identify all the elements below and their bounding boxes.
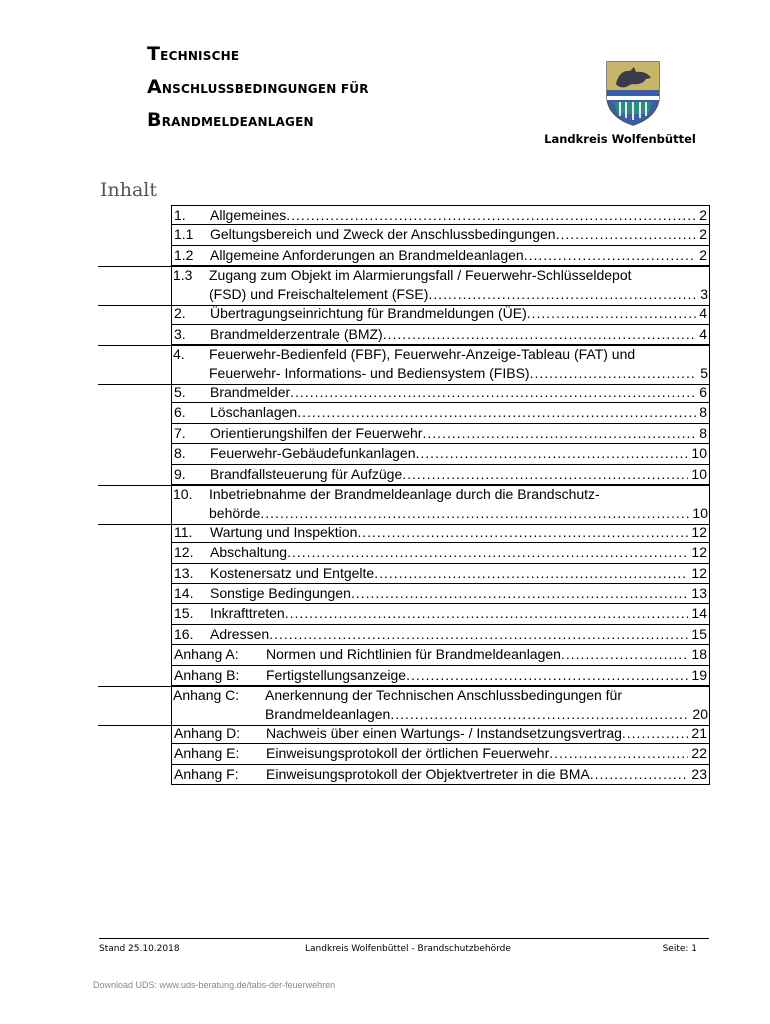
title-line-1: TECHNISCHE [147,43,240,65]
toc-entry-number: 4. [173,345,185,362]
toc-entry-title: Adressen [210,625,270,642]
toc-leader-dots [269,625,688,644]
toc-entry-title: behörde [209,504,261,521]
toc-leader-dots [415,444,688,463]
toc-leader-dots [357,523,688,542]
toc-entry[interactable] [171,543,710,563]
toc-entry-page: 15 [691,625,707,642]
toc-entry-title: Sonstige Bedingungen [210,585,351,602]
toc-entry[interactable] [171,666,710,686]
toc-entry-title: Orientierungshilfen der Feuerwehr [210,424,423,441]
toc-entry-number: 1. [174,207,186,223]
toc-entry-page: 4 [699,305,707,322]
toc-entry-number: Anhang B: [174,666,240,683]
toc-entry[interactable] [171,724,710,744]
toc-leader-dots [285,604,689,623]
toc-leader-dots [290,383,696,402]
toc-entry[interactable] [171,523,710,543]
toc-entry-page: 8 [699,404,707,421]
toc-leader-dots [297,403,696,422]
toc-entry-title: Löschanlagen [210,404,298,421]
toc-entry[interactable] [171,246,710,266]
toc-entry-title: Feuerwehr-Bedienfeld (FBF), Feuerwehr-Anzeige-Tableau (FAT) und [209,345,636,362]
toc-entry-number: 9. [174,465,186,482]
toc-entry-page: 12 [691,523,707,540]
toc-entry-title: Inbetriebnahme der Brandmeldeanlage durch die Brandschutz- [209,485,600,502]
toc-entry[interactable] [171,444,710,464]
coat-of-arms-icon [604,60,662,126]
toc-entry-page: 2 [699,207,707,223]
toc-entry[interactable] [171,686,710,724]
toc-leader-dots [428,285,697,304]
toc-entry-page: 2 [699,226,707,243]
toc-entry-page: 4 [699,325,707,342]
toc-entry-page: 13 [691,585,707,602]
toc-leader-dots [402,465,688,484]
toc-entry[interactable] [171,403,710,423]
toc-leader-dots [622,724,689,743]
toc-entry[interactable] [171,744,710,764]
toc-entry[interactable] [171,205,710,225]
toc-entry[interactable] [171,625,710,645]
toc-entry-page: 12 [691,564,707,581]
toc-entry-number: 1.2 [174,246,194,263]
footer-page: Seite: 1 [662,944,697,954]
toc-entry-number: 5. [174,383,186,400]
title-line-2: ANSCHLUSSBEDINGUNGEN FÜR [147,76,369,98]
toc-leader-dots [590,765,689,784]
toc-entry-number: Anhang F: [174,765,239,782]
toc-entry[interactable] [171,765,710,785]
toc-entry-title: Anerkennung der Technischen Anschlussbedingungen für [265,687,622,704]
toc-entry-title: Allgemeines [210,207,287,223]
toc-entry-number: 6. [174,404,186,421]
toc-entry-title: Abschaltung [210,544,288,561]
toc-entry-title: (FSD) und Freischaltelement (FSE) [209,286,429,303]
toc-entry-page: 8 [699,424,707,441]
toc-entry-title: Kostenersatz und Entgelte [210,564,375,581]
toc-entry-title: Brandmelder [210,383,291,400]
page-footer [99,938,709,954]
toc-entry[interactable] [171,225,710,245]
toc-leader-dots [549,744,688,763]
toc-entry[interactable] [171,424,710,444]
table-of-contents [171,205,710,785]
toc-entry-number: 14. [174,585,194,602]
toc-entry-number: 1.3 [173,267,193,284]
toc-entry-title: Geltungsbereich und Zweck der Anschlussbedingungen [210,226,556,243]
toc-leader-dots [561,645,688,664]
toc-entry-page: 10 [691,445,707,462]
toc-leader-dots [527,304,696,323]
toc-entry[interactable] [171,383,710,403]
toc-entry-title: Zugang zum Objekt im Alarmierungsfall / Feuerwehr-Schlüsseldepot [209,267,632,284]
toc-entry[interactable] [171,325,710,345]
toc-entry-title: Einweisungsprotokoll der örtlichen Feuerwehr [266,745,550,762]
toc-entry-title: Feuerwehr-Gebäudefunkanlagen [210,445,416,462]
toc-entry[interactable] [171,266,710,304]
toc-entry-page: 5 [700,364,708,381]
toc-entry-title: Einweisungsprotokoll der Objektvertreter in die BMA [266,765,590,782]
toc-entry-number: 12. [174,544,194,561]
toc-entry-number: Anhang C: [173,687,240,704]
toc-entry-number: 13. [174,564,194,581]
toc-leader-dots [530,364,698,383]
footer-date: Stand 25.10.2018 [99,944,180,954]
toc-entry[interactable] [171,564,710,584]
toc-entry-page: 21 [691,725,707,742]
toc-entry-number: Anhang E: [174,745,240,762]
toc-entry-title: Übertragungseinrichtung für Brandmeldungen (ÜE) [210,305,527,322]
title-line-3: BRANDMELDEANLAGEN [147,109,314,131]
footer-center: Landkreis Wolfenbüttel - Brandschutzbehörde [305,944,511,954]
toc-leader-dots [524,246,697,265]
toc-entry-title: Wartung und Inspektion [210,523,358,540]
toc-entry-title: Feuerwehr- Informations- und Bediensystem (FIBS) [209,364,530,381]
document-title [147,38,369,137]
toc-leader-dots [286,206,696,225]
toc-leader-dots [406,666,688,685]
toc-entry[interactable] [171,645,710,665]
toc-leader-dots [260,504,689,523]
toc-leader-dots [383,325,696,344]
toc-entry-title: Inkrafttreten [210,605,285,622]
toc-entry-page: 10 [691,465,707,482]
toc-leader-dots [351,584,689,603]
toc-entry-page: 12 [691,544,707,561]
toc-leader-dots [556,225,697,244]
toc-entry-title: Nachweis über einen Wartungs- / Instandsetzungsvertrag [266,725,622,742]
toc-entry[interactable] [171,584,710,604]
download-note: Download UDS: www.uds-beratung.de/tabs-der-feuerwehren [93,980,336,990]
toc-entry-number: Anhang D: [174,725,241,742]
toc-entry-number: 8. [174,445,186,462]
toc-entry-page: 19 [691,666,707,683]
toc-entry-number: 3. [174,325,186,342]
toc-entry-page: 22 [691,745,707,762]
toc-entry-number: Anhang A: [174,646,239,663]
toc-entry-page: 23 [691,765,707,782]
toc-entry[interactable] [171,304,710,324]
toc-entry[interactable] [171,345,710,383]
toc-entry-page: 2 [699,246,707,263]
toc-entry[interactable] [171,485,710,523]
toc-entry-page: 20 [692,706,708,723]
toc-entry-number: 10. [173,485,193,502]
toc-entry-number: 7. [174,424,186,441]
toc-entry-number: 1.1 [174,226,194,243]
toc-leader-dots [287,543,688,562]
toc-heading: Inhalt [100,179,158,201]
toc-entry[interactable] [171,465,710,485]
toc-entry-number: 16. [174,625,194,642]
toc-entry-page: 6 [699,383,707,400]
toc-entry-title: Brandfallsteuerung für Aufzüge [210,465,403,482]
toc-entry-page: 14 [691,605,707,622]
toc-leader-dots [390,705,689,724]
toc-entry-page: 10 [692,504,708,521]
toc-entry-title: Brandmeldeanlagen [265,706,391,723]
toc-leader-dots [422,424,696,443]
toc-entry[interactable] [171,604,710,624]
toc-entry-title: Normen und Richtlinien für Brandmeldeanlagen [266,646,561,663]
toc-entry-page: 18 [691,646,707,663]
district-name: Landkreis Wolfenbüttel [544,132,696,146]
toc-entry-title: Brandmelderzentrale (BMZ) [210,325,383,342]
toc-entry-page: 3 [700,286,708,303]
toc-entry-title: Allgemeine Anforderungen an Brandmeldeanlagen [210,246,524,263]
toc-entry-number: 11. [174,523,193,540]
toc-entry-title: Fertigstellungsanzeige [266,666,407,683]
toc-entry-number: 2. [174,305,186,322]
toc-entry-number: 15. [174,605,194,622]
toc-leader-dots [374,564,688,583]
